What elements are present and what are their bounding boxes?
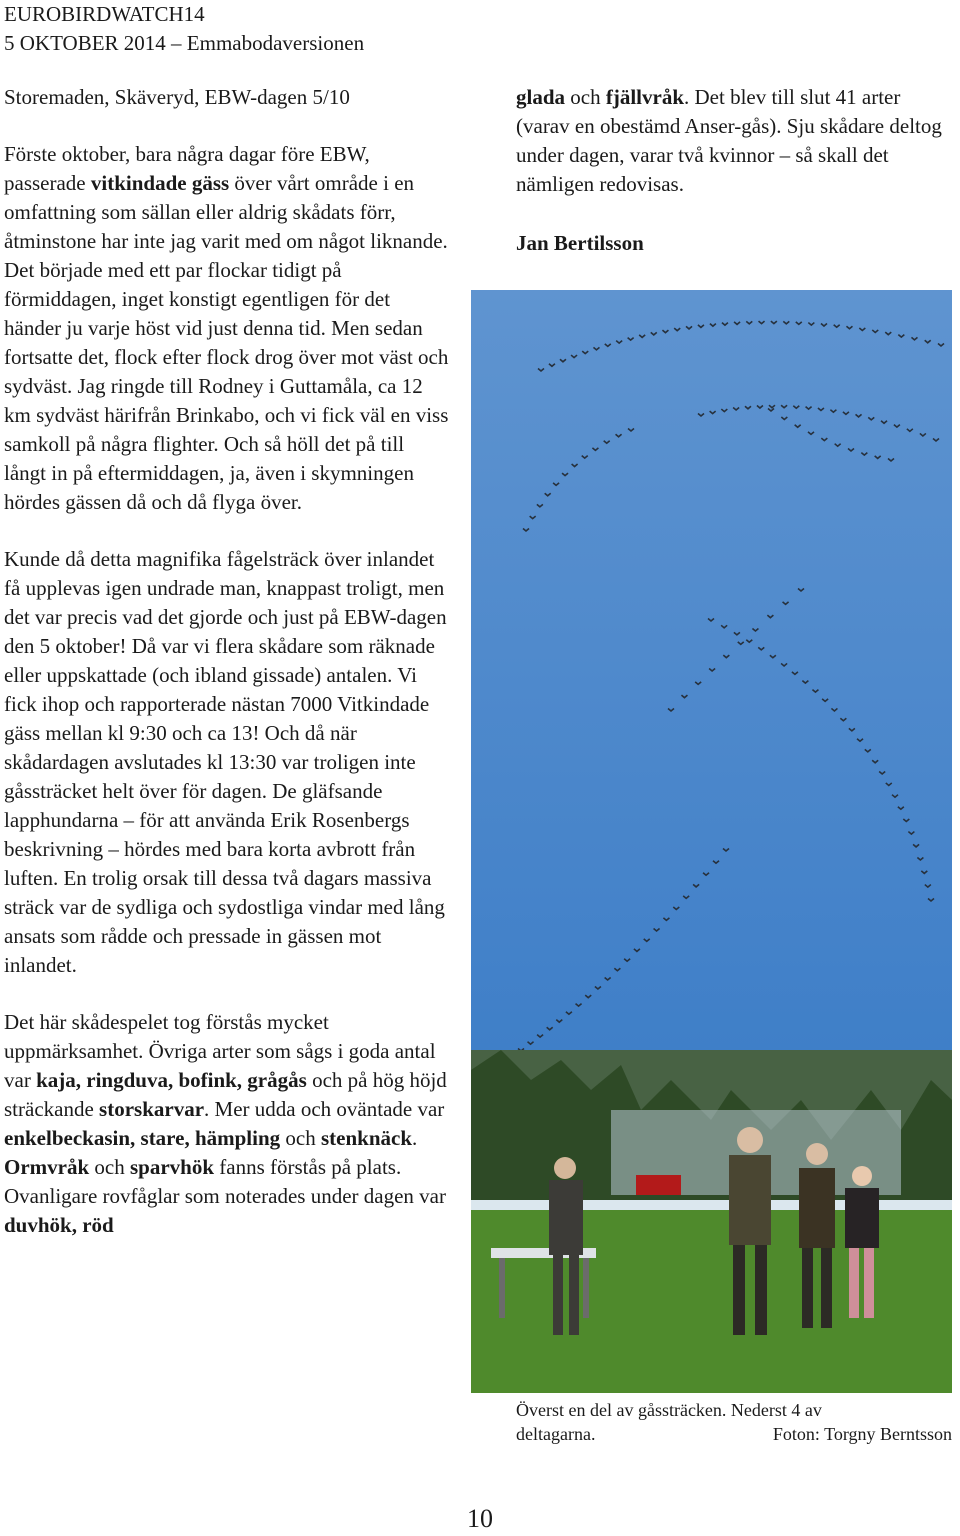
geese-flight-photo [471,290,952,1050]
right-column [516,83,956,258]
paragraph-3: Det här skådespelet tog förstås mycket uppmärksamhet. Övriga arter som sågs i goda antal var kaja, ringduva, bofink, grågås och på hög höjd sträckande storskarvar. Mer udda och oväntade var enkelbeckasin, stare, hämpling och stenknäck. Ormvråk och sparvhök fanns förstås på plats. Ovanligare rovfåglar som noterades under dagen var duvhök, röd [4,1010,447,1237]
paragraph-2: Kunde då detta magnifika fågelsträck över inlandet få upplevas igen undrade man, knappast troligt, men det var precis vad det gjorde och just på EBW-dagen den 5 oktober! Då var vi flera skådare som räknade eller uppskattade (och ibland gissade) antalen. Vi fick ihop och rapporterade nästan 7000 Vitkindade gäss mellan kl 9:30 och ca 13! Och då när skådardagen avslutades kl 13:30 var troligen inte gåssträcket helt över för dagen. De gläfsande lapphundarna – för att använda Erik Rosenbergs beskrivning – hördes med bara korta avbrott från luften. En trolig orsak till dessa två dagars massiva sträck var de sydliga och sydostliga vindar med lång ansats som rådde och pressade in gässen mot inlandet. [4,547,447,977]
page-header [4,0,364,58]
photo-caption [516,1398,952,1446]
publication-title: EUROBIRDWATCH14 [4,2,205,26]
red-car [636,1175,681,1195]
paragraph-1: Förste oktober, bara några dagar före EBW, passerade vitkindade gäss över vårt område i en omfattning som sällan eller aldrig skådats förr, åtminstone har inte jag varit med om något liknande. Det började med ett par flockar tidigt på förmiddagen, inget konstigt egentligen för det händer ju varje höst vid just denna tid. Men sedan fortsatte det, flock efter flock drog över mot väst och sydväst. Jag ringde till Rodney i Guttamåla, ca 12 km sydväst härifrån Brinkabo, och vi fick väl en viss samkoll på några flighter. Och så höll det på till långt in på eftermiddagen, ja, även i skymningen hördes gässen då och då flyga över. [4,142,449,514]
caption-line-1: Överst en del av gåssträcken. Nederst 4 av [516,1400,822,1420]
paragraph-continued: glada och fjällvråk. Det blev till slut 41 arter (varav en obestämd Anser-gås). Sju skådare deltog under dagen, varar två kvinnor – så skall det nämligen redovisas. [516,85,942,196]
edition-line: 5 OKTOBER 2014 – Emmabodaversionen [4,31,365,55]
left-column [4,83,449,1268]
photo-credit: Foton: Torgny Berntsson [772,1424,952,1444]
page-number: 10 [467,1504,493,1533]
location-line: Storemaden, Skäveryd, EBW-dagen 5/10 [4,85,350,109]
birdwatchers-photo [471,1050,952,1393]
author-name: Jan Bertilsson [516,231,644,255]
caption-line-2: deltagarna. [516,1424,596,1444]
